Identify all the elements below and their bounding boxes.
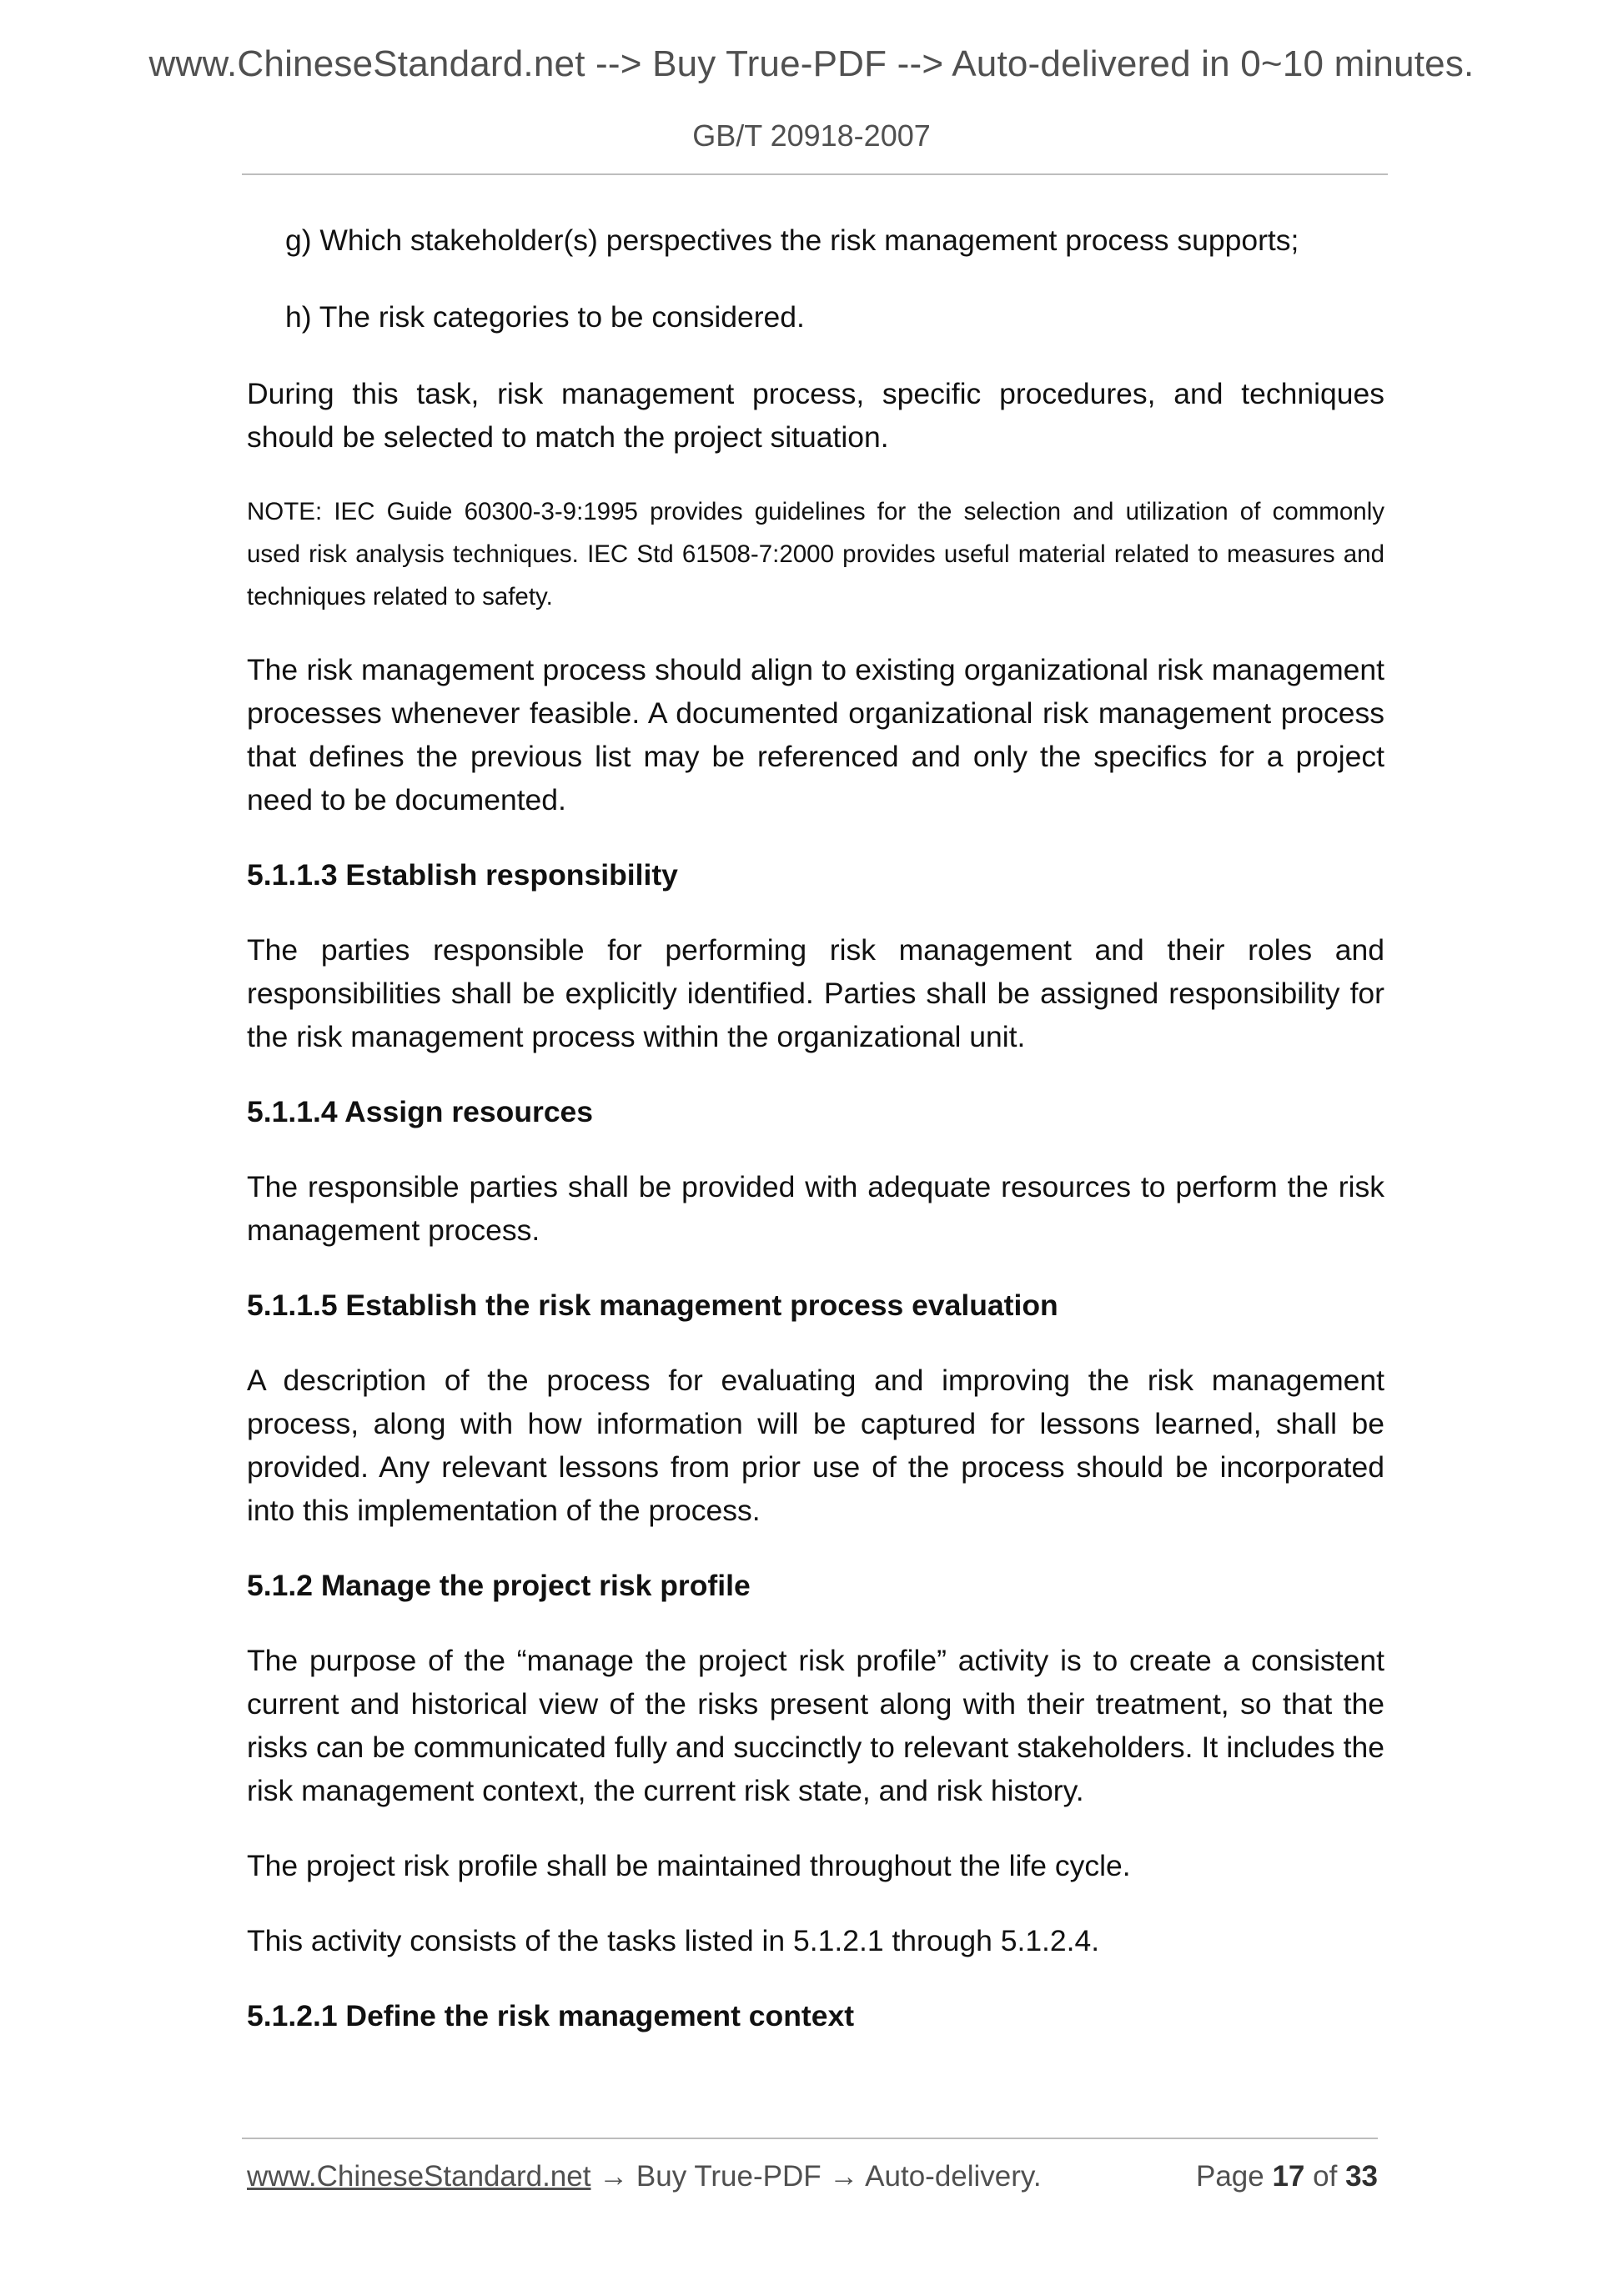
page-footer bbox=[247, 2160, 1378, 2193]
paragraph-align: The risk management process should align to existing organizational risk management processes whenever feasible. A documented organizational risk management process that defines the previous list may be referenced and only the specifics for a project need to be documented. bbox=[247, 653, 1384, 816]
page-number: 17 bbox=[1272, 2160, 1305, 2193]
header-banner: www.ChineseStandard.net --> Buy True-PDF --> Auto-delivered in 0~10 minutes. bbox=[148, 43, 1475, 84]
heading-5-1-1-4: 5.1.1.4 Assign resources bbox=[247, 1095, 594, 1128]
page-label: Page bbox=[1195, 2160, 1264, 2193]
heading-5-1-2-1: 5.1.2.1 Define the risk management context bbox=[247, 1999, 855, 2032]
heading-5-1-2: 5.1.2 Manage the project risk profile bbox=[247, 1569, 751, 1602]
page-of-label: of bbox=[1313, 2160, 1338, 2193]
document-body bbox=[247, 219, 1384, 2069]
note-paragraph: NOTE: IEC Guide 60300-3-9:1995 provides guidelines for the selection and utilization of commonly used risk analysis techniques. IEC Std 61508-7:2000 provides useful material related to measures and techniques related to safety. bbox=[247, 498, 1384, 610]
heading-5-1-1-3: 5.1.1.3 Establish responsibility bbox=[247, 858, 678, 892]
paragraph-5-1-2-tasks: This activity consists of the tasks listed in 5.1.2.1 through 5.1.2.4. bbox=[247, 1924, 1100, 1957]
paragraph-5-1-1-5: A description of the process for evaluating and improving the risk management process, along with how information will be captured for lessons learned, shall be provided. Any relevant lessons from prior use of the process should be incorporated into this implementation of the process. bbox=[247, 1364, 1384, 1527]
paragraph-task: During this task, risk management process, specific procedures, and techniques should be selected to match the project situation. bbox=[247, 377, 1384, 454]
paragraph-5-1-1-3: The parties responsible for performing risk management and their roles and responsibilities shall be explicitly identified. Parties shall be assigned responsibility for the risk management process within the organizational unit. bbox=[247, 933, 1384, 1053]
header-divider bbox=[242, 173, 1388, 175]
page-total: 33 bbox=[1345, 2160, 1378, 2193]
footer-divider bbox=[242, 2138, 1378, 2139]
standard-code: GB/T 20918-2007 bbox=[692, 118, 931, 153]
list-item-g: g) Which stakeholder(s) perspectives the risk management process supports; bbox=[285, 224, 1299, 257]
paragraph-5-1-2-purpose: The purpose of the “manage the project risk profile” activity is to create a consistent current and historical view of the risks present along with their treatment, so that the risks can be communicated fully and succinctly to relevant stakeholders. It includes the risk management context, the current risk state, and risk history. bbox=[247, 1644, 1384, 1807]
list-item-h: h) The risk categories to be considered. bbox=[285, 300, 805, 334]
footer-site-link[interactable]: www.ChineseStandard.net bbox=[247, 2160, 591, 2193]
paragraph-5-1-2-maintain: The project risk profile shall be maintained throughout the life cycle. bbox=[247, 1849, 1131, 1882]
heading-5-1-1-5: 5.1.1.5 Establish the risk management process evaluation bbox=[247, 1289, 1058, 1322]
paragraph-5-1-1-4: The responsible parties shall be provided with adequate resources to perform the risk management process. bbox=[247, 1170, 1384, 1247]
page-indicator bbox=[1196, 2160, 1378, 2193]
footer-tagline: → Buy True-PDF → Auto-delivery. bbox=[590, 2160, 1042, 2193]
